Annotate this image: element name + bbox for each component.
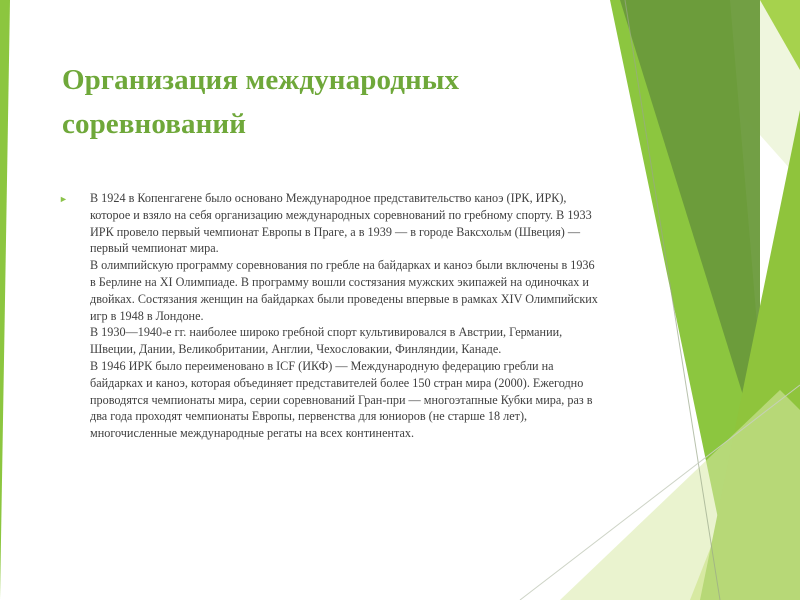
slide-title-line-2: соревнований — [62, 108, 247, 140]
paragraph-1: В 1924 в Копенгагене было основано Международное представительство каноэ (IРК, ИРК), которое и взяло на себя организацию международных соревнований по гребному спорту. В 1933 ИРК провело первый чемпионат Европы в Праге, а в 1939 — в городе Ваксхольм (Швеция) — первый чемпионат мира. — [90, 191, 592, 256]
slide-title — [62, 58, 622, 146]
paragraph-4: В 1946 ИРК было переименовано в ICF (ИКФ) — Международную федерацию гребли на байдарках и каноэ, которая объединяет представителей более 150 стран мира (2000). Ежегодно проводятся чемпионаты мира, серии соревнований Гран-при — многоэтапные Кубки мира, раз в два года проходят чемпионаты Европы, первенства для юниоров (не старше 18 лет), многочисленные международные регаты на всех континентах. — [90, 358, 593, 441]
paragraph-3: В 1930—1940-е гг. наиболее широко гребной спорт культивировался в Австрии, Германии, Швеции, Дании, Великобритании, Англии, Чехословакии, Финляндии, Канаде. — [90, 325, 563, 357]
slide-body-text — [90, 190, 600, 442]
slide-title-line-1: Организация международных — [62, 64, 460, 96]
left-accent-shape — [0, 0, 10, 600]
bullet-marker: ► — [59, 194, 68, 204]
paragraph-2: В олимпийскую программу соревнования по гребле на байдарках и каноэ были включены в 1936 в Берлине на XI Олимпиаде. В программу вошли состязания мужских экипажей на одиночках и двойках. Состязания женщин на байдарках были проведены впервые в рамках XIV Олимпийских игр в 1948 в Лондоне. — [90, 258, 598, 323]
